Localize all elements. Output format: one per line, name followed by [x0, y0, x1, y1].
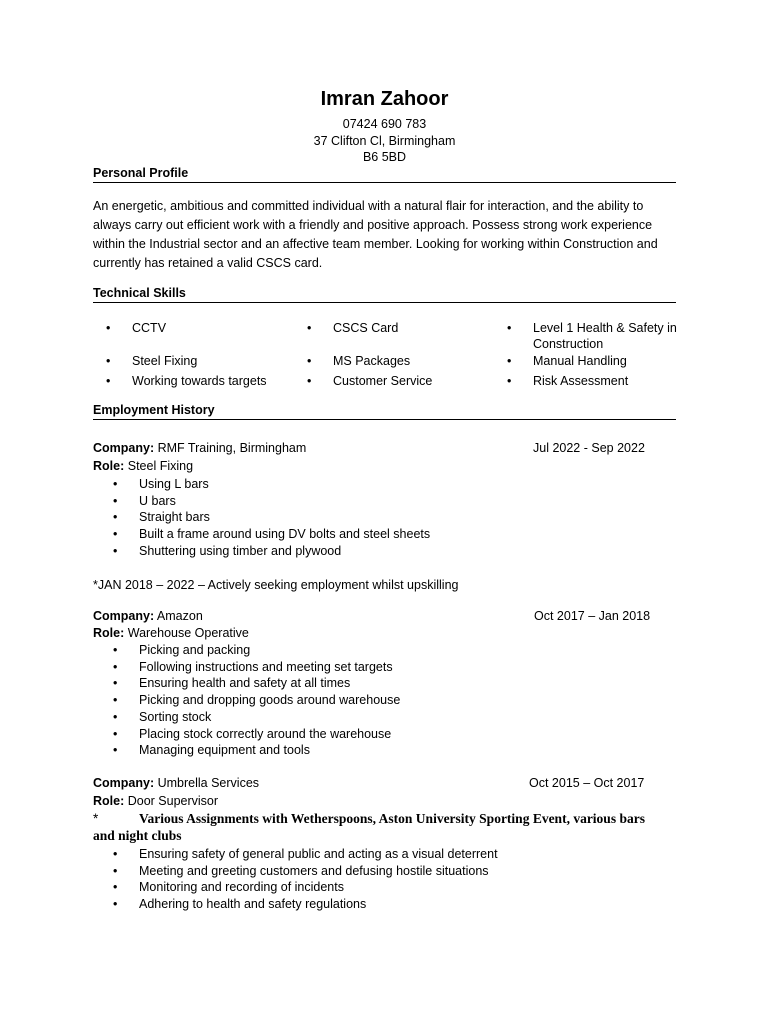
job-company-line: Company: RMF Training, Birmingham: [93, 441, 307, 455]
profile-text: An energetic, ambitious and committed individual with a natural flair for interaction, and the ability to always carry out efficient work with a friendly and positive approach. Possess strong work experience within the Industrial sector and an affective team member. Looking for working within Construction and currently has retained a valid CSCS card.: [93, 199, 658, 270]
job-company-line: Company: Umbrella Services: [93, 776, 260, 790]
list-item: • Ensuring safety of general public and acting as a visual deterrent: [113, 847, 498, 861]
company-name: Umbrella Services: [157, 776, 260, 790]
assignments-star: *: [93, 811, 99, 826]
list-item: • Meeting and greeting customers and defusing hostile situations: [113, 863, 489, 878]
section-title-technical-skills: Technical Skills: [93, 286, 676, 303]
list-item: • Placing stock correctly around the warehouse: [113, 726, 392, 741]
list-item: • Sorting stock: [113, 709, 212, 724]
postcode: B6 5BD: [362, 150, 407, 164]
job-dates: Jul 2022 - Sep 2022: [533, 441, 645, 455]
job-company-line: Company: Amazon: [93, 609, 203, 623]
duty-list: [93, 846, 498, 913]
duty-list: [93, 642, 400, 759]
list-item: • Ensuring health and safety at all times: [113, 676, 351, 691]
job-role-line: Role: Warehouse Operative: [93, 626, 249, 640]
section-title-employment-history: Employment History: [93, 403, 676, 420]
list-item: • Managing equipment and tools: [113, 743, 310, 758]
list-item: • Built a frame around using DV bolts and steel sheets: [113, 527, 431, 542]
list-item: • Adhering to health and safety regulations: [113, 897, 367, 912]
list-item: • U bars: [113, 493, 176, 508]
role-name: Door Supervisor: [127, 794, 219, 808]
employment-gap-note: *JAN 2018 – 2022 – Actively seeking employment whilst upskilling: [93, 578, 459, 592]
duty-list: [93, 476, 430, 560]
list-item: • Picking and packing: [113, 643, 251, 657]
job-role-line: Role: Steel Fixing: [93, 459, 194, 473]
list-item: • Straight bars: [113, 510, 210, 525]
role-name: Steel Fixing: [127, 459, 194, 473]
company-name: RMF Training, Birmingham: [157, 441, 307, 455]
company-name: Amazon: [156, 609, 203, 623]
list-item: • Following instructions and meeting set targets: [113, 659, 393, 674]
section-title-personal-profile: Personal Profile: [93, 166, 676, 183]
candidate-name: Imran Zahoor: [320, 88, 449, 110]
list-item: • Picking and dropping goods around warehouse: [113, 693, 401, 708]
list-item: • Using L bars: [113, 477, 209, 491]
role-name: Warehouse Operative: [127, 626, 249, 640]
job-role-line: Role: Door Supervisor: [93, 794, 219, 808]
assignments-text: * Various Assignments with Wetherspoons, Aston University Sporting Event, various bars and night clubs: [93, 811, 645, 843]
job-dates: Oct 2017 – Jan 2018: [534, 609, 651, 623]
list-item: • Monitoring and recording of incidents: [113, 880, 344, 895]
phone-number: 07424 690 783: [342, 117, 427, 131]
job-dates: Oct 2015 – Oct 2017: [529, 776, 645, 790]
address-line: 37 Clifton Cl, Birmingham: [313, 134, 456, 148]
list-item: • Shuttering using timber and plywood: [113, 543, 342, 558]
